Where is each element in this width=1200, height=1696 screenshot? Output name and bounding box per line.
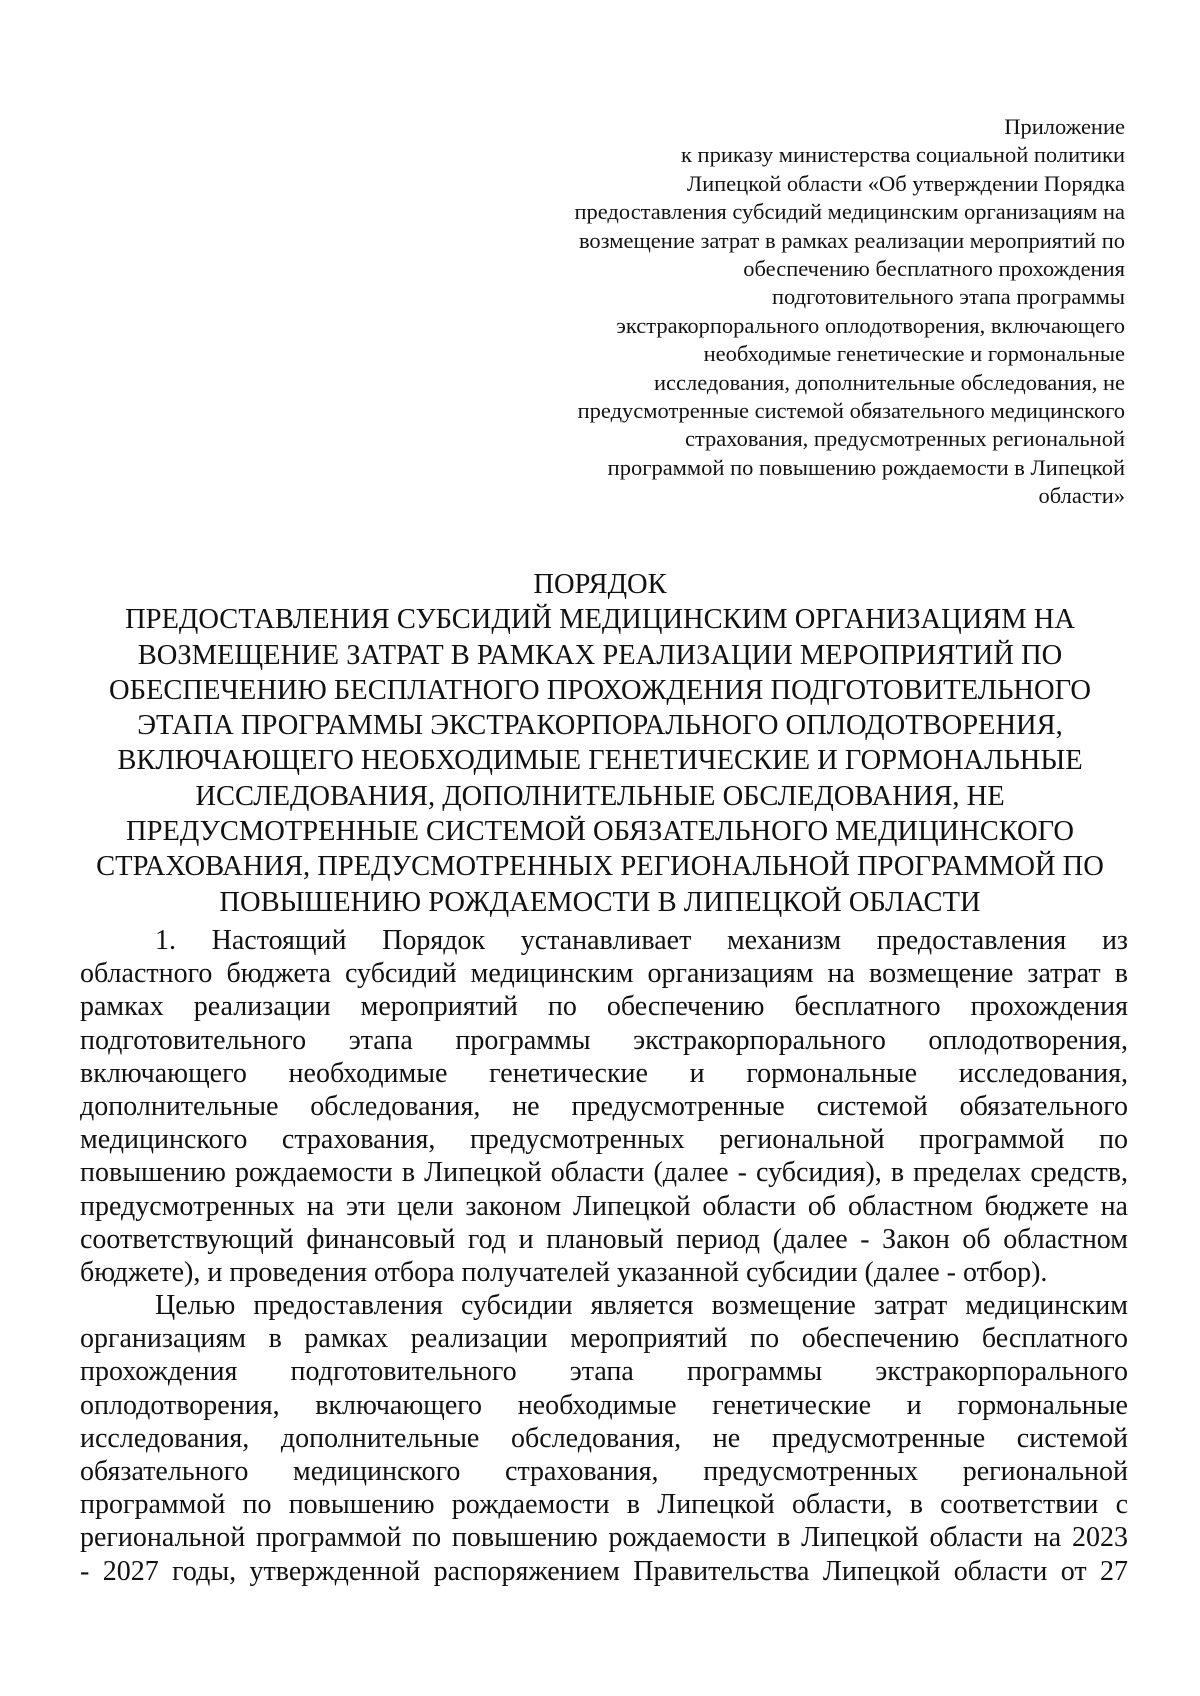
body-line: повышению рождаемости в Липецкой области (далее - субсидия), в пределах средств,	[80, 1157, 1128, 1189]
appendix-line: к приказу министерства социальной политики	[681, 142, 1125, 168]
appendix-line: программой по повышению рождаемости в Липецкой	[607, 454, 1125, 480]
appendix-line: страхования, предусмотренных региональной	[684, 426, 1125, 452]
appendix-line: предоставления субсидий медицинским организациям на	[574, 199, 1125, 225]
appendix-line: области»	[1038, 483, 1125, 509]
body-line: дополнительные обследования, не предусмотренные системой обязательного	[80, 1090, 1128, 1122]
paragraph-2	[80, 1289, 1128, 1588]
title-line: СТРАХОВАНИЯ, ПРЕДУСМОТРЕННЫХ РЕГИОНАЛЬНОЙ ПРОГРАММОЙ ПО	[96, 851, 1104, 883]
paragraph-1	[80, 924, 1128, 1289]
title-line: ЭТАПА ПРОГРАММЫ ЭКСТРАКОРПОРАЛЬНОГО ОПЛОДОТВОРЕНИЯ,	[137, 710, 1063, 742]
body-line: обязательного медицинского страхования, предусмотренных региональной	[80, 1456, 1128, 1487]
appendix-line: Приложение	[1004, 114, 1125, 139]
appendix-line: обеспечению бесплатного прохождения	[743, 256, 1125, 282]
appendix-line: возмещение затрат в рамках реализации мероприятий по	[578, 227, 1125, 253]
appendix-line: предусмотренные системой обязательного медицинского	[577, 398, 1125, 424]
document-title	[70, 567, 1130, 920]
body-line: организациям в рамках реализации мероприятий по обеспечению бесплатного	[80, 1323, 1128, 1355]
body-line: прохождения подготовительного этапа программы экстракорпорального	[80, 1356, 1128, 1388]
title-line: ПОРЯДОК	[533, 569, 667, 600]
appendix-line: экстракорпорального оплодотворения, включающего	[616, 312, 1125, 338]
body-line: медицинского страхования, предусмотренных региональной программой по	[80, 1124, 1128, 1156]
body-line: предусмотренных на эти цели законом Липецкой области об областном бюджете на	[80, 1190, 1128, 1222]
title-line: ВКЛЮЧАЮЩЕГО НЕОБХОДИМЫЕ ГЕНЕТИЧЕСКИЕ И ГОРМОНАЛЬНЫЕ	[117, 745, 1083, 777]
appendix-line: исследования, дополнительные обследования, не	[653, 369, 1125, 395]
appendix-header	[485, 113, 1125, 511]
document-body	[80, 924, 1128, 1588]
body-line: - 2027 годы, утвержденной распоряжением Правительства Липецкой области от 27	[80, 1555, 1128, 1587]
body-line: рамках реализации мероприятий по обеспечению бесплатного прохождения	[80, 991, 1128, 1023]
title-line: ОБЕСПЕЧЕНИЮ БЕСПЛАТНОГО ПРОХОЖДЕНИЯ ПОДГОТОВИТЕЛЬНОГО	[109, 674, 1091, 706]
title-line: ИССЛЕДОВАНИЯ, ДОПОЛНИТЕЛЬНЫЕ ОБСЛЕДОВАНИЯ, НЕ	[195, 780, 1005, 812]
appendix-line: Липецкой области «Об утверждении Порядка	[686, 170, 1125, 196]
body-line: региональной программой по повышению рождаемости в Липецкой области на 2023	[80, 1522, 1128, 1554]
title-line: ВОЗМЕЩЕНИЕ ЗАТРАТ В РАМКАХ РЕАЛИЗАЦИИ МЕРОПРИЯТИЙ ПО	[137, 639, 1063, 671]
body-line: исследования, дополнительные обследования, не предусмотренные системой	[80, 1422, 1128, 1454]
title-line: ПОВЫШЕНИЮ РОЖДАЕМОСТИ В ЛИПЕЦКОЙ ОБЛАСТИ	[219, 886, 981, 918]
appendix-line: подготовительного этапа программы	[771, 284, 1125, 310]
title-line: ПРЕДОСТАВЛЕНИЯ СУБСИДИЙ МЕДИЦИНСКИМ ОРГАНИЗАЦИЯМ НА	[125, 604, 1075, 636]
title-line: ПРЕДУСМОТРЕННЫЕ СИСТЕМОЙ ОБЯЗАТЕЛЬНОГО МЕДИЦИНСКОГО	[126, 816, 1074, 848]
body-line: оплодотворения, включающего необходимые генетические и гормональные	[80, 1389, 1128, 1421]
body-line: 1. Настоящий Порядок устанавливает механизм предоставления из	[155, 925, 1128, 956]
body-line: областного бюджета субсидий медицинским организациям на возмещение затрат в	[80, 958, 1128, 990]
body-line: бюджете), и проведения отбора получателей указанной субсидии (далее - отбор).	[80, 1256, 1048, 1288]
body-line: подготовительного этапа программы экстракорпорального оплодотворения,	[80, 1024, 1128, 1056]
body-line: включающего необходимые генетические и гормональные исследования,	[80, 1057, 1128, 1089]
body-line: Целью предоставления субсидии является возмещение затрат медицинским	[155, 1290, 1128, 1322]
body-line: соответствующий финансовый год и плановый период (далее - Закон об областном	[80, 1223, 1128, 1255]
appendix-line: необходимые генетические и гормональные	[703, 341, 1125, 367]
body-line: программой по повышению рождаемости в Липецкой области, в соответствии с	[80, 1489, 1128, 1521]
